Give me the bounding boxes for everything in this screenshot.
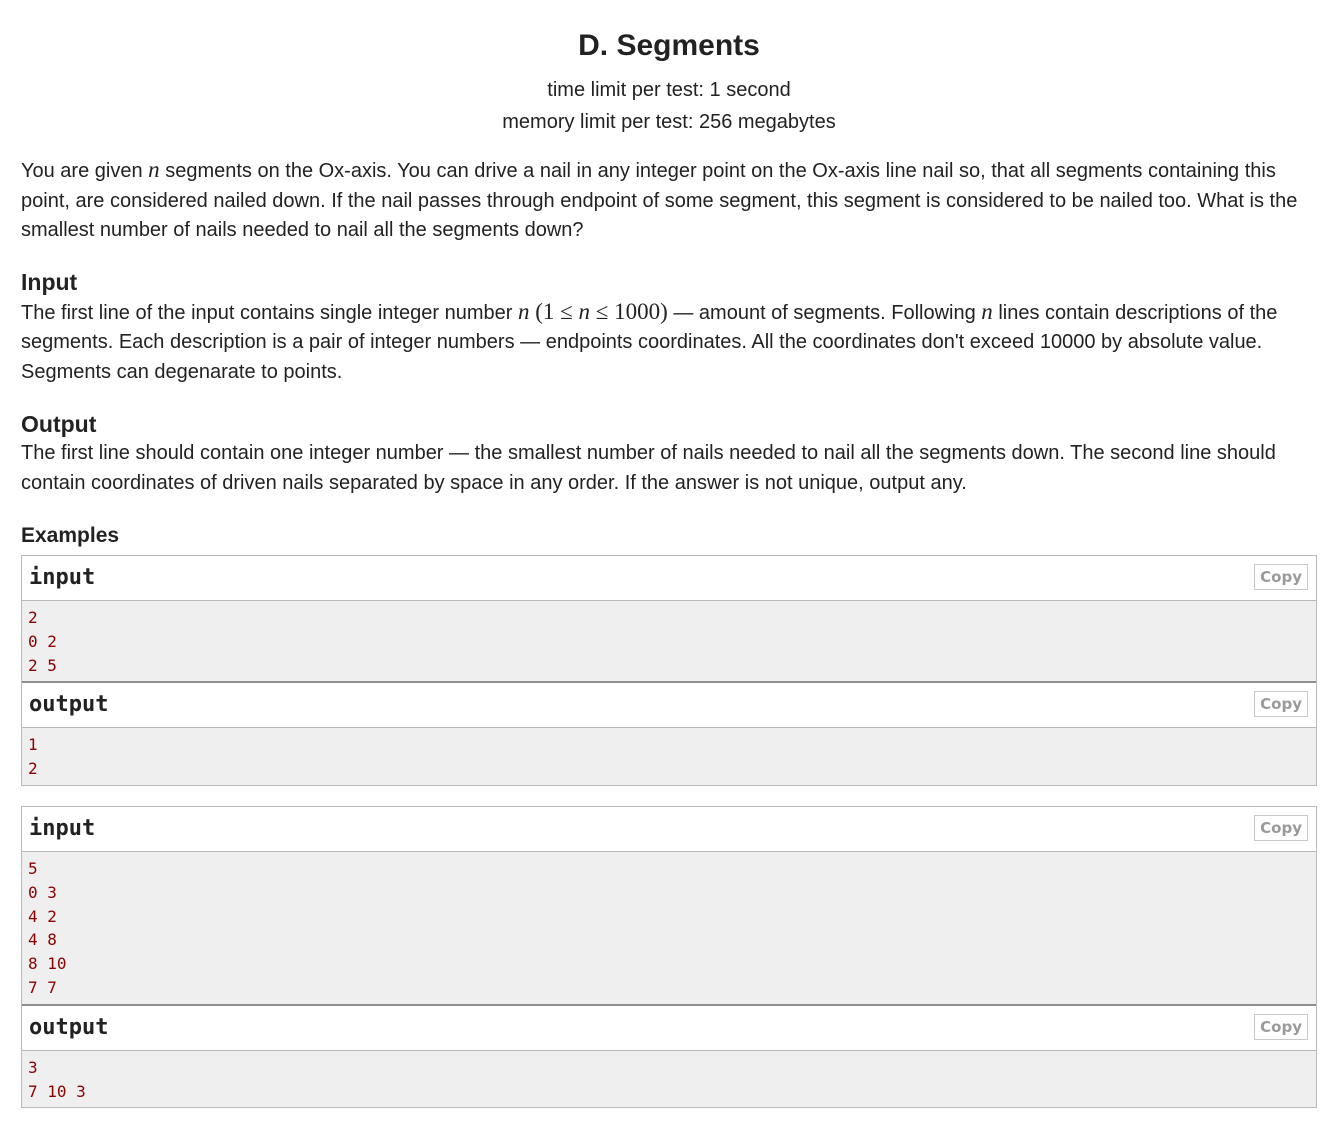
- time-limit: time limit per test: 1 second: [547, 79, 791, 101]
- math-var-n: n: [517, 298, 530, 324]
- input-header: [22, 556, 1316, 601]
- output-content: [22, 728, 1316, 785]
- input-line: 4 8: [28, 930, 57, 950]
- input-header: [22, 807, 1316, 852]
- output-label: output: [29, 692, 109, 718]
- input-label: input: [29, 815, 96, 841]
- output-section-title: Output: [21, 411, 97, 437]
- math-var-n: n: [578, 298, 590, 324]
- output-content: [22, 1051, 1316, 1108]
- input-spec-text-1: The first line of the input contains single integer number: [21, 301, 518, 324]
- output-line: 3: [28, 1057, 38, 1077]
- example-test: [21, 555, 1317, 786]
- examples-title: Examples: [21, 524, 120, 547]
- legend-text-2: segments on the Ox-axis. You can drive a nail in any integer point on the Ox-axis line nail so, that all segments containing this point, are considered nailed down. If the nail passes through endpoint of some segment, this segment is considered to be nailed too. What is the smallest number of nails needed to nail all the segments down?: [21, 160, 1298, 241]
- example-test: [21, 806, 1317, 1108]
- output-line: 7 10 3: [28, 1081, 86, 1101]
- input-line: 0 2: [28, 631, 57, 651]
- output-header: [22, 683, 1316, 728]
- input-content: [22, 852, 1316, 1006]
- problem-title: D. Segments: [578, 29, 760, 62]
- input-spec-text-3: lines contain descriptions of the segments. Each description is a pair of integer numbers — endpoints coordinates. All the coordinates don't exceed 10000 by absolute value. Segments can degenarate to points.: [21, 301, 1278, 383]
- legend-text-1: You are given: [21, 160, 149, 182]
- copy-output-button[interactable]: Copy: [1254, 1014, 1308, 1040]
- input-line: 5: [28, 858, 38, 878]
- input-line: 2: [28, 608, 38, 627]
- examples-container: [21, 555, 1317, 1108]
- input-line: 8 10: [28, 954, 67, 974]
- input-section-title: Input: [21, 268, 78, 295]
- input-line: 4 2: [28, 906, 57, 926]
- math-var-n: n: [148, 157, 160, 182]
- output-line: 2: [28, 759, 38, 779]
- output-line: 1: [28, 735, 38, 755]
- memory-limit: memory limit per test: 256 megabytes: [502, 111, 836, 133]
- math-var-n: n: [981, 298, 993, 324]
- input-content: [22, 601, 1316, 683]
- input-spec-text-2: — amount of segments. Following: [667, 301, 982, 324]
- input-line: 7 7: [28, 977, 57, 997]
- copy-output-button[interactable]: Copy: [1254, 691, 1308, 717]
- constraint-open: (1 ≤: [529, 298, 579, 324]
- input-label: input: [29, 565, 96, 590]
- output-label: output: [29, 1014, 109, 1040]
- copy-input-button[interactable]: Copy: [1254, 815, 1308, 841]
- output-section: [21, 409, 1317, 498]
- input-section: [21, 267, 1317, 388]
- copy-input-button[interactable]: Copy: [1254, 564, 1308, 590]
- output-header: [22, 1006, 1316, 1051]
- input-line: 0 3: [28, 882, 57, 902]
- limits: [21, 74, 1317, 138]
- constraint-close: ≤ 1000): [590, 298, 668, 324]
- input-line: 2 5: [28, 655, 57, 675]
- input-spec-paragraph: [21, 297, 1317, 388]
- output-spec-paragraph: The first line should contain one integer number — the smallest number of nails needed to nail all the segments down. The second line should contain coordinates of driven nails separated by space in any order. If the answer is not unique, output any.: [21, 442, 1276, 494]
- legend-paragraph: [21, 155, 1317, 246]
